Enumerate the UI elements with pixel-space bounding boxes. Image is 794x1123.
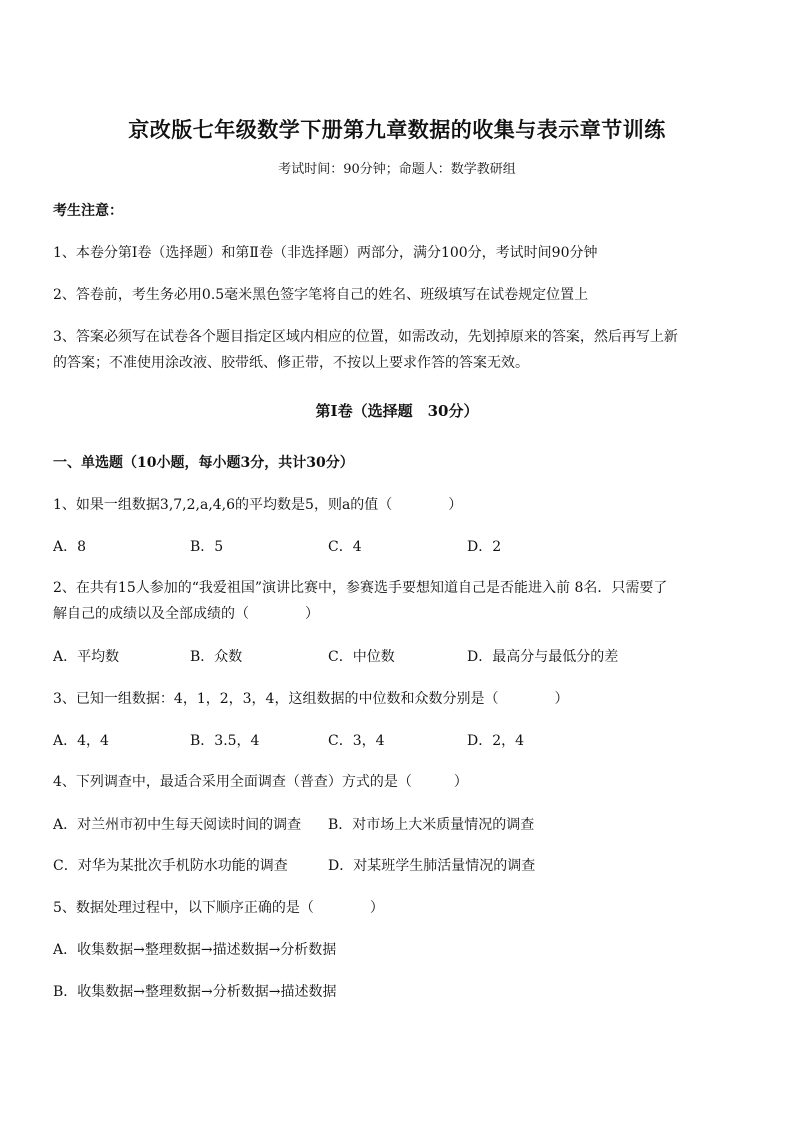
question-4-option-a: A．对兰州市初中生每天阅读时间的调查 [53, 817, 302, 833]
section-subheading: 一、单选题（10小题，每小题3分，共计30分） [53, 455, 354, 471]
notice-item-3-continued: 的答案；不准使用涂改液、胶带纸、修正带，不按以上要求作答的答案无效。 [53, 355, 529, 371]
question-5-option-a: A．收集数据→整理数据→描述数据→分析数据 [53, 942, 337, 958]
page-title: 京改版七年级数学下册第九章数据的收集与表示章节训练 [128, 117, 666, 142]
section-title: 第Ⅰ卷（选择题 30分） [315, 402, 479, 420]
question-3-stem: 3、已知一组数据：4，1，2，3，4，这组数据的中位数和众数分别是（ ） [53, 691, 569, 707]
question-3-option-c: C．3，4 [328, 733, 385, 749]
question-3-option-d: D．2，4 [467, 733, 525, 749]
question-4-stem: 4、下列调查中，最适合采用全面调查（普查）方式的是（ ） [53, 774, 468, 790]
question-4-option-d: D．对某班学生肺活量情况的调查 [328, 858, 536, 874]
question-5-stem: 5、数据处理过程中，以下顺序正确的是（ ） [53, 900, 384, 916]
question-2-option-b: B．众数 [190, 649, 243, 665]
question-2-stem-continued: 解自己的成绩以及全部成绩的（ ） [53, 606, 319, 622]
question-4-option-c: C．对华为某批次手机防水功能的调查 [53, 858, 288, 874]
question-4-option-b: B．对市场上大米质量情况的调查 [328, 817, 535, 833]
question-1-option-d: D．2 [467, 539, 502, 555]
question-3-option-b: B．3.5，4 [190, 733, 260, 749]
question-5-option-b: B．收集数据→整理数据→分析数据→描述数据 [53, 984, 337, 1000]
question-3-option-a: A．4，4 [53, 733, 109, 749]
notice-item-3: 3、答案必须写在试卷各个题目指定区域内相应的位置，如需改动，先划掉原来的答案，然后再写上新 [53, 329, 678, 345]
question-1-stem: 1、如果一组数据3,7,2,a,4,6的平均数是5，则a的值（ ） [53, 497, 463, 513]
question-2-option-a: A．平均数 [53, 649, 120, 665]
notice-item-2: 2、答卷前，考生务必用0.5毫米黑色签字笔将自己的姓名、班级填写在试卷规定位置上 [53, 287, 589, 303]
question-1-option-b: B．5 [190, 539, 224, 555]
notice-heading: 考生注意： [53, 203, 123, 219]
question-2-option-d: D．最高分与最低分的差 [467, 649, 619, 665]
notice-item-1: 1、本卷分第Ⅰ卷（选择题）和第Ⅱ卷（非选择题）两部分，满分100分，考试时间90分钟 [53, 245, 598, 261]
exam-info: 考试时间：90分钟；命题人：数学教研组 [278, 162, 516, 177]
question-2-option-c: C．中位数 [328, 649, 395, 665]
question-1-option-c: C．4 [328, 539, 362, 555]
question-1-option-a: A．8 [53, 539, 87, 555]
question-2-stem: 2、在共有15人参加的“我爱祖国”演讲比赛中，参赛选手要想知道自己是否能进入前 8名．只需要了 [53, 580, 668, 596]
